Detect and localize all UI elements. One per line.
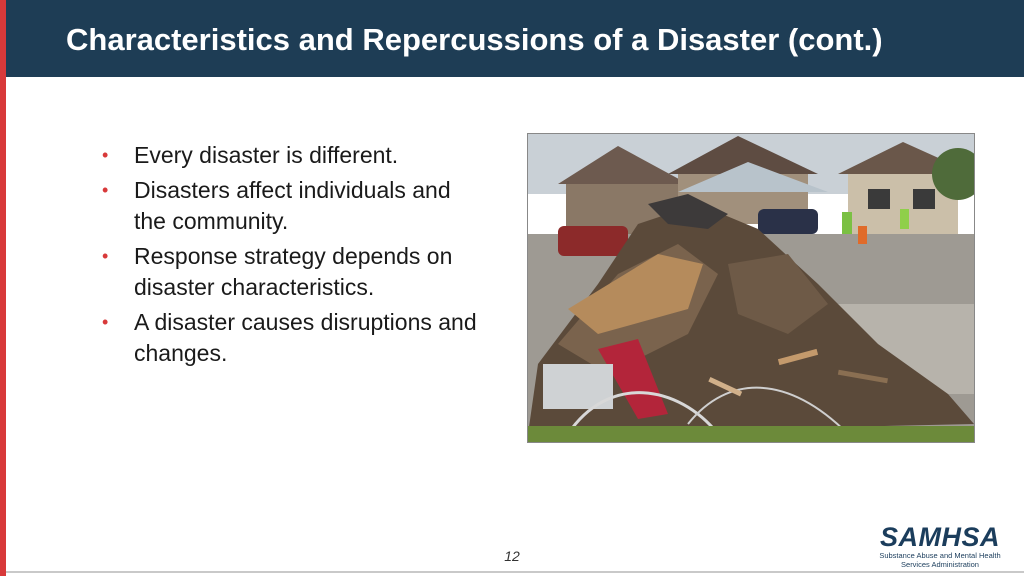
bullet-dot-icon: • — [102, 246, 109, 266]
logo-subtitle-line: Substance Abuse and Mental Health — [879, 551, 1001, 560]
bullet-item — [100, 140, 480, 171]
disaster-debris-photo — [527, 133, 975, 443]
slide-title: Characteristics and Repercussions of a Disaster (cont.) — [66, 22, 883, 57]
bullet-dot-icon: • — [102, 145, 109, 165]
logo-wordmark: SAMHSA — [879, 522, 1000, 552]
accent-bar — [0, 0, 6, 576]
bullet-text: Every disaster is different. — [134, 142, 399, 168]
bottom-divider — [6, 571, 1024, 573]
title-banner — [6, 0, 1024, 77]
bullet-dot-icon: • — [102, 312, 109, 332]
bullet-text: Disasters affect individuals and the community. — [134, 177, 451, 234]
bullet-item — [100, 307, 480, 369]
bullet-item — [100, 241, 480, 303]
logo-subtitle — [878, 551, 1002, 569]
bullet-text: Response strategy depends on disaster characteristics. — [134, 243, 453, 300]
debris-photo-illustration — [528, 134, 974, 442]
bullet-text: A disaster causes disruptions and changes. — [134, 309, 477, 366]
bullet-list — [100, 140, 480, 373]
page-number: 12 — [504, 548, 520, 564]
logo-subtitle-line: Services Administration — [901, 560, 979, 569]
bullet-dot-icon: • — [102, 180, 109, 200]
samhsa-logo — [878, 522, 1002, 570]
bullet-item — [100, 175, 480, 237]
